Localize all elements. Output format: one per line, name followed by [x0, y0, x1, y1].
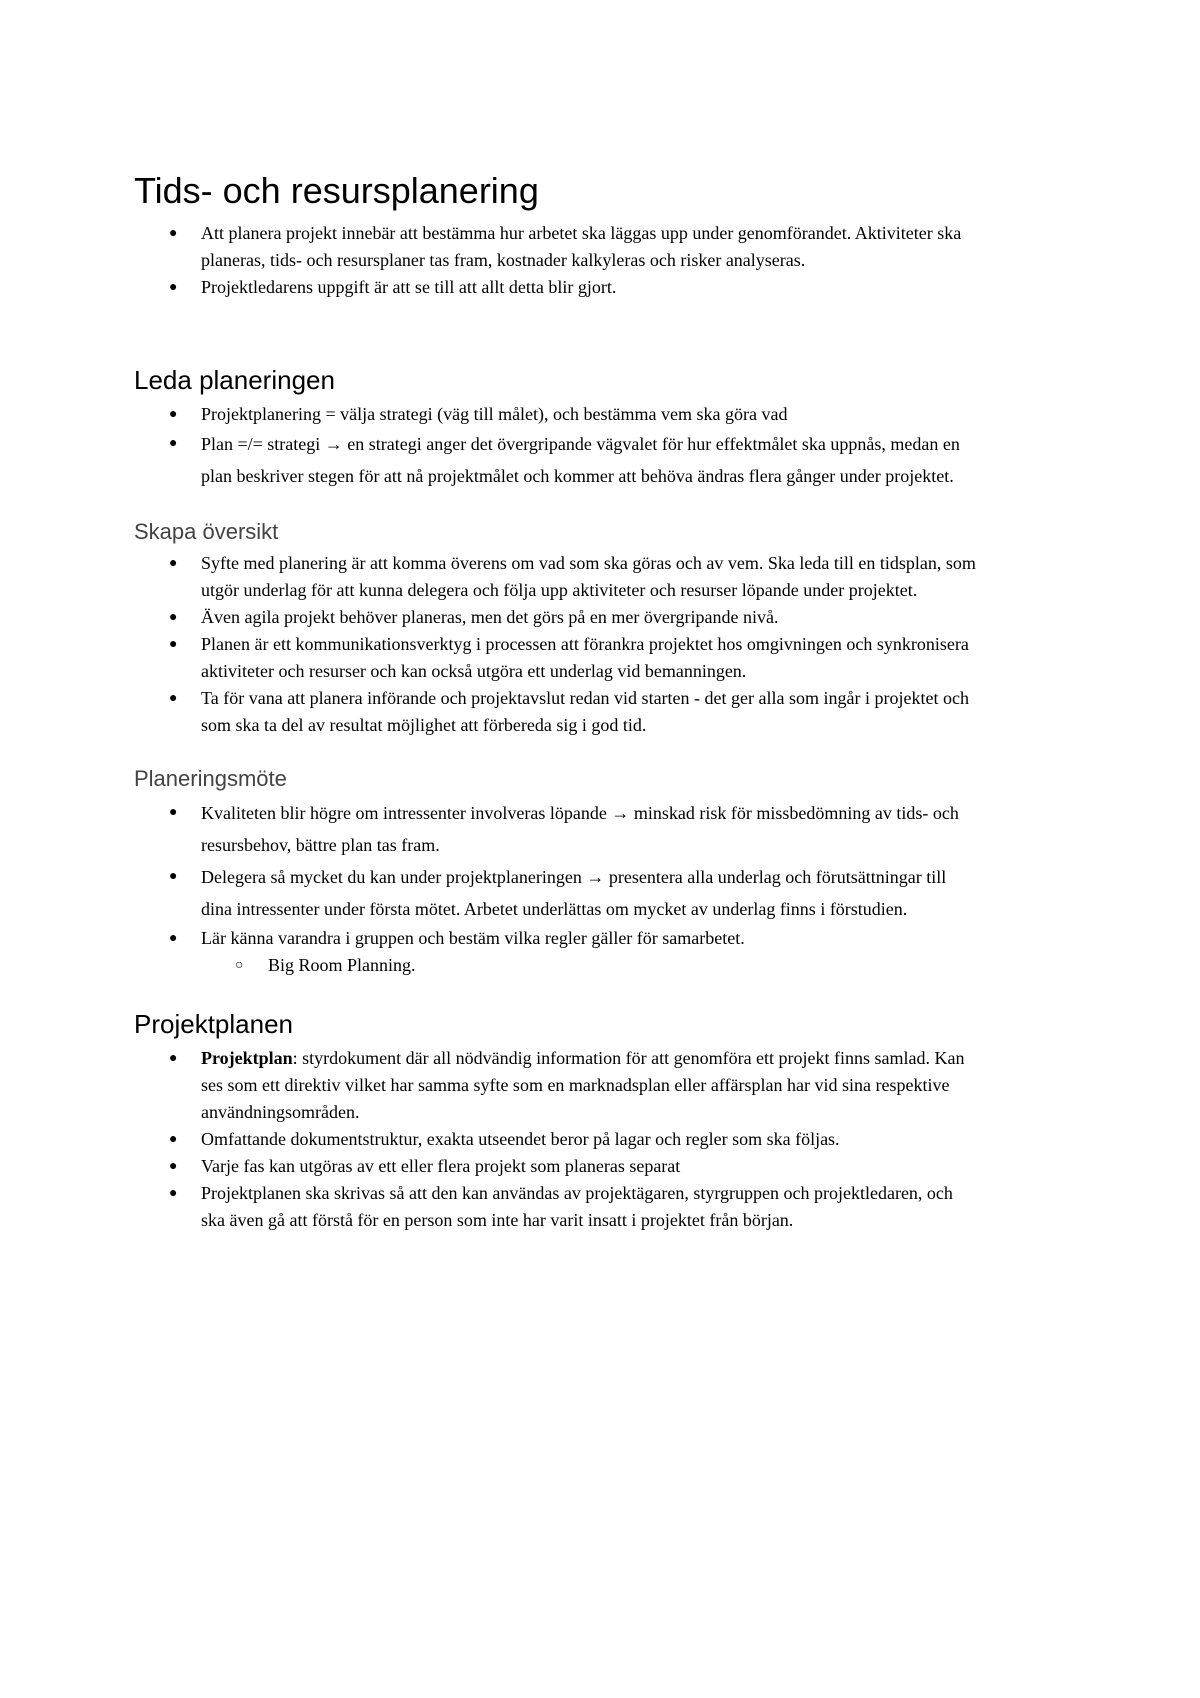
- list-item: [134, 797, 979, 861]
- list-item-text: Ta för vana att planera införande och projektavslut redan vid starten - det ger alla som ingår i projektet och som ska ta del av resultat möjlighet att förbereda sig i god tid.: [201, 688, 969, 735]
- bullet-icon: ●: [169, 805, 178, 820]
- list-item: [134, 1126, 979, 1153]
- list-item-text: Omfattande dokumentstruktur, exakta utseendet beror på lagar och regler som ska följas.: [201, 1129, 840, 1149]
- list-item: [134, 401, 979, 428]
- bullet-list: [134, 220, 979, 301]
- bullet-icon: ●: [169, 1159, 178, 1174]
- bullet-icon: ●: [169, 280, 178, 295]
- list-item-text: Planen är ett kommunikationsverktyg i processen att förankra projektet hos omgivningen och synkronisera aktiviteter och resurser och kan också utgöra ett underlag vid bemanningen.: [201, 634, 969, 681]
- heading-skapa-oversikt: Skapa översikt: [134, 519, 279, 544]
- sub-list-item: [201, 952, 979, 979]
- bullet-icon: ●: [169, 691, 178, 706]
- list-item: [134, 861, 979, 925]
- bullet-icon: ●: [169, 226, 178, 241]
- bullet-icon: ●: [169, 1132, 178, 1147]
- bullet-icon: ●: [169, 610, 178, 625]
- hollow-bullet-icon: ○: [235, 958, 244, 973]
- list-item-text: Varje fas kan utgöras av ett eller flera projekt som planeras separat: [201, 1156, 681, 1176]
- list-item-text: : styrdokument där all nödvändig information för att genomföra ett projekt finns samlad. Kan ses som ett direktiv vilket har samma syfte som en marknadsplan eller affärsplan har vid sina respektive användningsområden.: [201, 1048, 965, 1122]
- heading-planeringsmote: Planeringsmöte: [134, 766, 287, 791]
- bullet-list: [134, 550, 979, 739]
- bullet-icon: ●: [169, 869, 178, 884]
- bullet-list: [134, 401, 979, 492]
- bullet-icon: ●: [169, 637, 178, 652]
- list-item-text: Syfte med planering är att komma överens om vad som ska göras och av vem. Ska leda till en tidsplan, som utgör underlag för att kunna delegera och följa upp aktiviteter och resurser löpande under projektet.: [201, 553, 976, 600]
- heading-leda-planeringen: Leda planeringen: [134, 365, 335, 395]
- bullet-icon: ●: [169, 1186, 178, 1201]
- list-item-text: Plan =/= strategi → en strategi anger det övergripande vägvalet för hur effektmålet ska uppnås, medan en plan beskriver stegen för att nå projektmålet och kommer att behöva ändras flera gånger under projektet.: [201, 434, 960, 486]
- list-item: [134, 428, 979, 492]
- bullet-icon: ●: [169, 436, 178, 451]
- list-item-text: Projektplanering = välja strategi (väg till målet), och bestämma vem ska göra vad: [201, 404, 788, 424]
- bullet-icon: ●: [169, 1051, 178, 1066]
- heading-projektplanen: Projektplanen: [134, 1009, 293, 1039]
- list-item: [134, 274, 979, 301]
- list-item: [134, 1180, 979, 1234]
- sub-list-item-text: Big Room Planning.: [268, 955, 416, 975]
- term-projektplan: Projektplan: [201, 1048, 293, 1068]
- list-item: [134, 925, 979, 979]
- list-item-text: Projektplanen ska skrivas så att den kan användas av projektägaren, styrgruppen och projektledaren, och ska även gå att förstå för en person som inte har varit insatt i projektet från början.: [201, 1183, 953, 1230]
- bullet-icon: ●: [169, 407, 178, 422]
- bullet-list: [134, 797, 979, 979]
- list-item-text: Delegera så mycket du kan under projektplaneringen → presentera alla underlag och förutsättningar till dina intressenter under första mötet. Arbetet underlättas om mycket av underlag finns i förstudien.: [201, 867, 947, 919]
- document-page: [134, 168, 979, 1234]
- list-item-text: Lär känna varandra i gruppen och bestäm vilka regler gäller för samarbetet.: [201, 928, 745, 948]
- list-item-text: Även agila projekt behöver planeras, men det görs på en mer övergripande nivå.: [201, 607, 779, 627]
- list-item-text: Kvaliteten blir högre om intressenter involveras löpande → minskad risk för missbedömning av tids- och resursbehov, bättre plan tas fram.: [201, 803, 959, 855]
- list-item: [134, 220, 979, 274]
- bullet-list: [134, 1045, 979, 1234]
- list-item: [134, 631, 979, 685]
- list-item: [134, 685, 979, 739]
- list-item: [134, 604, 979, 631]
- heading-tids-och-resursplanering: Tids- och resursplanering: [134, 170, 539, 211]
- sub-bullet-list: [201, 952, 979, 979]
- list-item: [134, 550, 979, 604]
- list-item-text: Projektledarens uppgift är att se till att allt detta blir gjort.: [201, 277, 617, 297]
- bullet-icon: ●: [169, 931, 178, 946]
- bullet-icon: ●: [169, 556, 178, 571]
- list-item: [134, 1045, 979, 1126]
- list-item: [134, 1153, 979, 1180]
- list-item-text: Att planera projekt innebär att bestämma hur arbetet ska läggas upp under genomförandet. Aktiviteter ska planeras, tids- och resursplaner tas fram, kostnader kalkyleras och risker analyseras.: [201, 223, 962, 270]
